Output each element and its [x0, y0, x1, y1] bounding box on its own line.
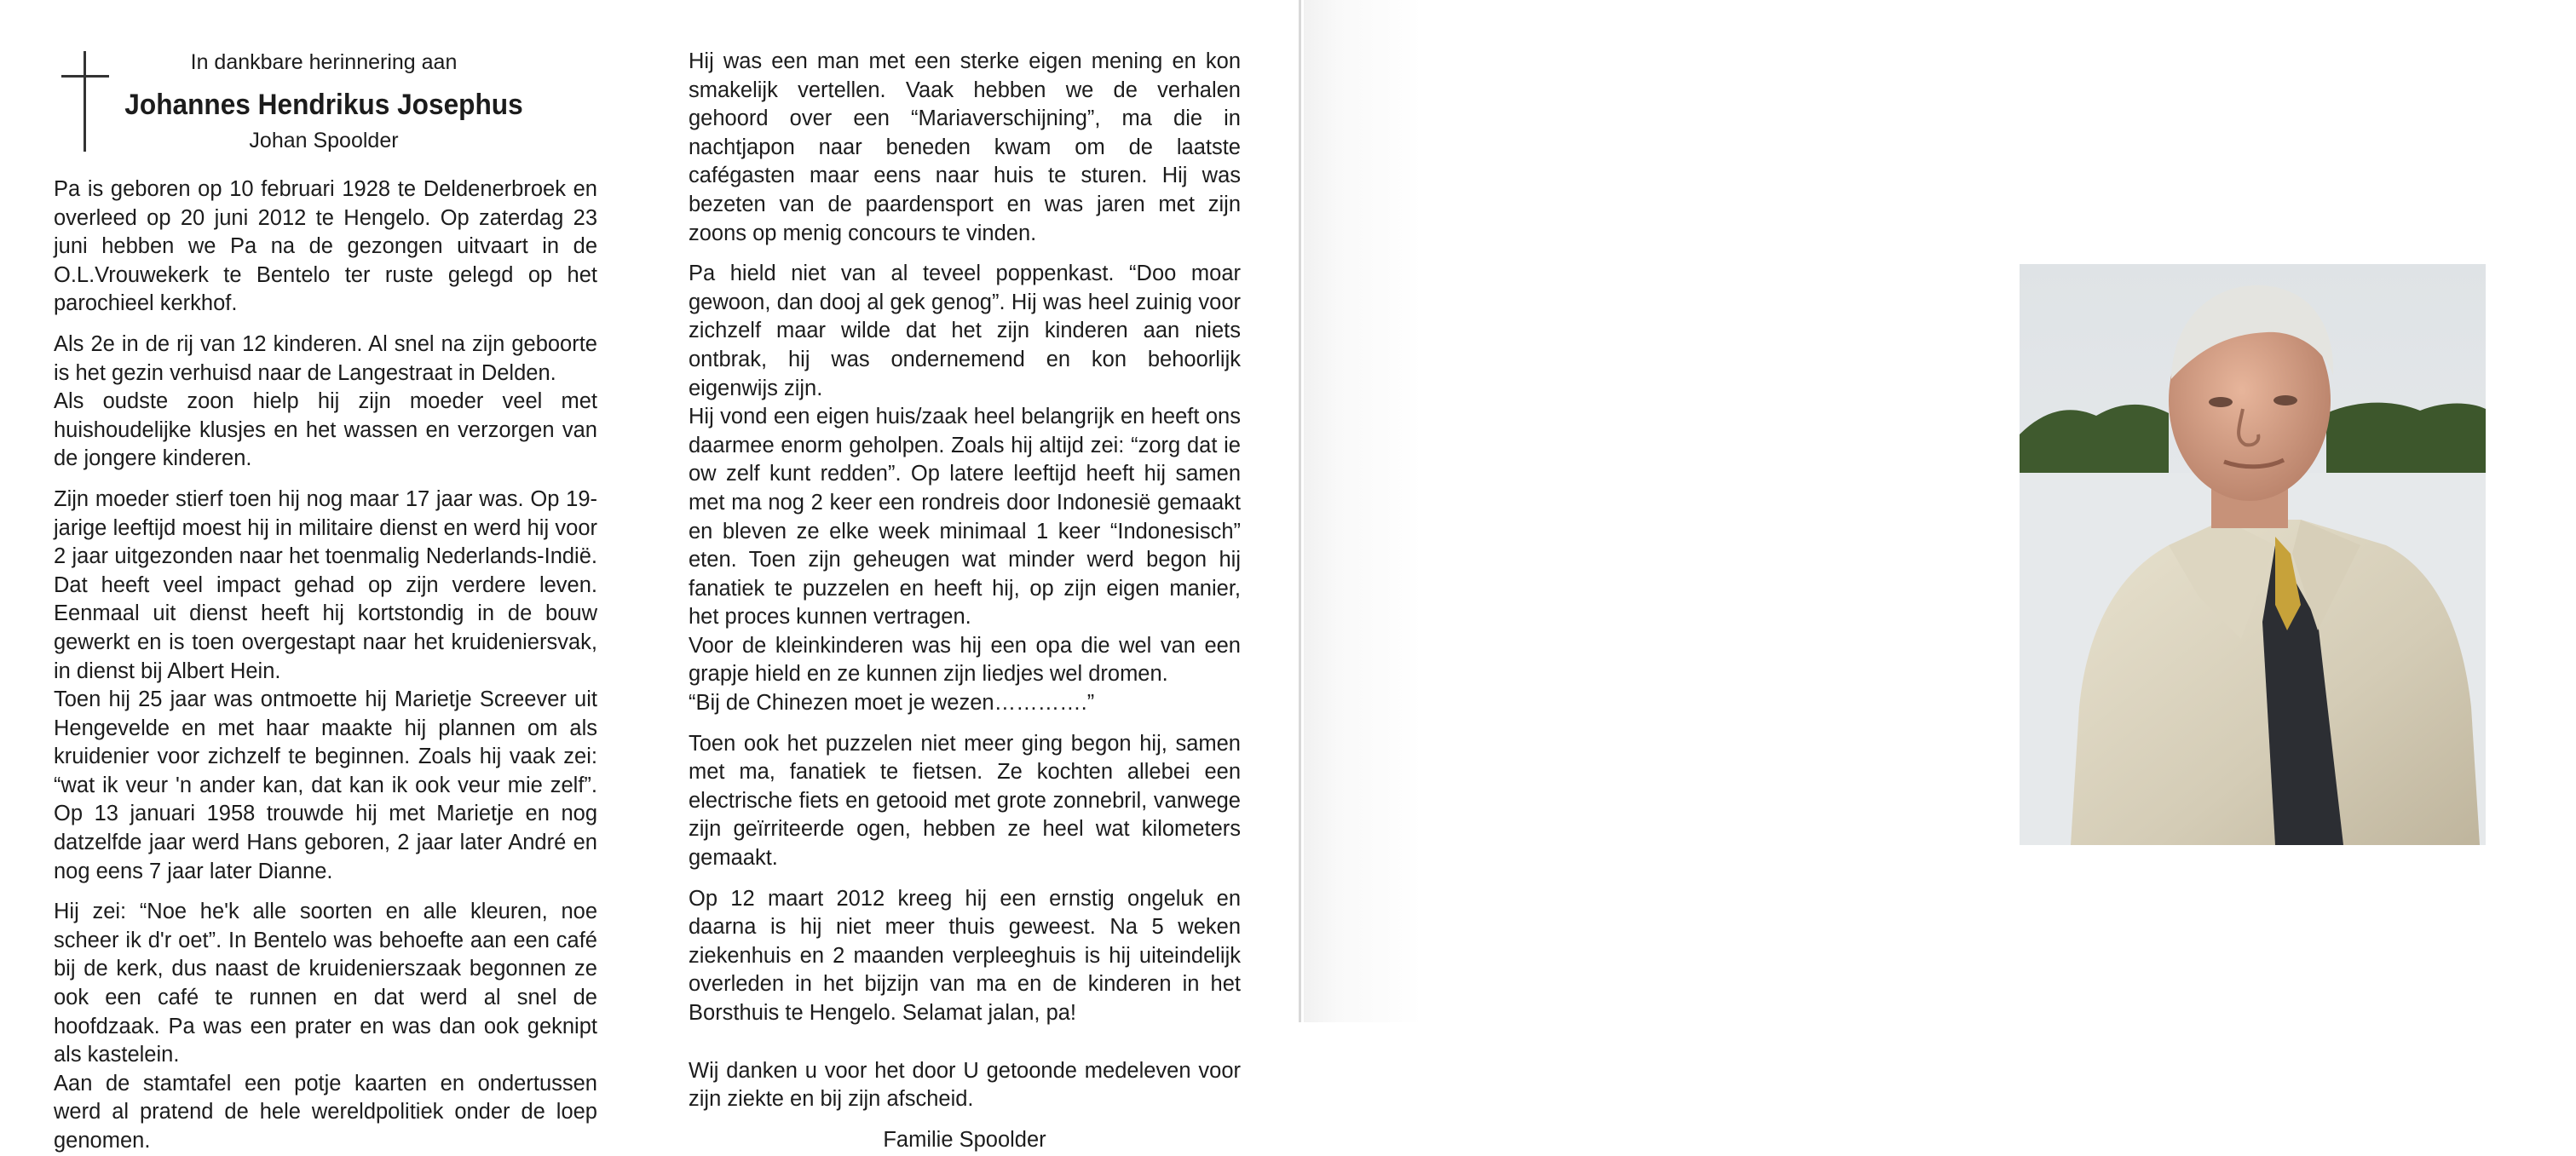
paragraph: Voor de kleinkinderen was hij een opa die wel van een grapje hield en ze kunnen zijn liedjes wel dromen. [689, 633, 1241, 687]
paragraph: Hij vond een eigen huis/zaak heel belangrijk en heeft ons daarmee enorm geholpen. Zoals hij altijd zei: “zorg dat ie ow zelf kunt redden”. Op latere leeftijd heeft hij samen met ma nog 2 keer een rondreis door Indonesië gemaakt en bleven ze elke week minimaal 1 keer “Indonesisch” eten. Toen zijn geheugen wat minder werd begon hij fanatiek te puzzelen en heeft hij, op zijn eigen manier, het proces kunnen vertragen. [689, 405, 1241, 630]
paragraph: Pa hield niet van al teveel poppenkast. “Doo moar gewoon, dan dooj al gek genog”. Hij was heel zuinig voor zichzelf maar wilde dat het zijn kinderen aan niets ontbrak, hij was ondernemend en kon behoorlijk eigenwijs zijn. [689, 262, 1241, 400]
paragraph: Hij was een man met een sterke eigen mening en kon smakelijk vertellen. Vaak hebben we de verhalen gehoord over een “Mariaverschijning”, ma die in nachtjapon naar beneden kwam om de laatste cafégasten maar eens naar huis te sturen. Hij was bezeten van de paardensport en was jaren met zijn zoons op menig concours te vinden. [689, 49, 1241, 245]
deceased-name: Johannes Hendrikus Josephus [124, 89, 523, 121]
paragraph: Hij zei: “Noe he'k alle soorten en alle kleuren, noe scheer ik d'r oet”. In Bentelo was behoefte aan een café bij de kerk, dus naast de kruidenierszaak begonnen ze ook een café te runnen en dat werd al snel de hoofdzaak. Pa was een prater en was dan ook geknipt als kastelein. [54, 900, 597, 1067]
card-header [102, 48, 545, 155]
paragraph: Toen ook het puzzelen niet meer ging begon hij, samen met ma, fanatiek te fietsen. Ze kochten allebei een electrische fiets en getooid met grote zonnebril, vanwege zijn geïrriteerde ogen, hebben ze heel wat kilometers gemaakt. [689, 731, 1241, 871]
thanks-paragraph: Wij danken u voor het door U getoonde medeleven voor zijn ziekte en bij zijn afscheid. [689, 1058, 1241, 1112]
right-text-column [689, 48, 1241, 1154]
paragraph: Zijn moeder stierf toen hij nog maar 17 jaar was. Op 19-jarige leeftijd moest hij in militaire dienst en werd hij voor 2 jaar uitgezonden naar het toenmalig Nederlands-Indië. Dat heeft veel impact gehad op zijn verdere leven. Eenmaal uit dienst heeft hij kortstondig in de bouw gewerkt en is toen overgestapt naar het kruideniersvak, in dienst bij Albert Hein. [54, 486, 597, 683]
paragraph: Pa is geboren op 10 februari 1928 te Deldenerbroek en overleed op 20 juni 2012 te Hengelo. Op zaterdag 23 juni hebben we Pa na de gezongen uitvaart in de O.L.Vrouwekerk te Bentelo ter ruste gelegd op het parochieel kerkhof. [54, 177, 597, 316]
paragraph: Als oudste zoon hielp hij zijn moeder veel met huishoudelijke klusjes en het wassen en verzorgen van de jongere kinderen. [54, 389, 597, 471]
nickname: Johan Spoolder [249, 129, 399, 152]
fold-line [1299, 0, 1301, 1022]
paragraph: Aan de stamtafel een potje kaarten en ondertussen werd al pratend de hele wereldpolitiek onder de loep genomen. [54, 1071, 597, 1153]
paragraph: Als 2e in de rij van 12 kinderen. Al snel na zijn geboorte is het gezin verhuisd naar de Langestraat in Delden. [54, 331, 597, 385]
intro-line: In dankbare herinnering aan [190, 50, 458, 74]
paragraph: Op 12 maart 2012 kreeg hij een ernstig ongeluk en daarna is hij niet meer thuis geweest. Na 5 weken ziekenhuis en 2 maanden verpleeghuis is hij uiteindelijk overleden in het bijzijn van ma en de kinderen in het Borsthuis te Hengelo. Selamat jalan, pa! [689, 886, 1241, 1025]
signature: Familie Spoolder [883, 1127, 1046, 1152]
paragraph: “Bij de Chinezen moet je wezen………….” [689, 691, 1095, 716]
paragraph: Toen hij 25 jaar was ontmoette hij Marietje Screever uit Hengevelde en met haar maakte hij plannen om als kruidenier voor zichzelf te beginnen. Zoals hij vaak zei: “wat ik veur 'n ander kan, dat kan ik ook veur mie zelf”. Op 13 januari 1958 trouwde hij met Marietje en nog datzelfde jaar werd Hans geboren, 2 jaar later André en nog eens 7 jaar later Dianne. [54, 687, 597, 883]
left-text-column [54, 175, 597, 1156]
portrait-photo [2020, 264, 2486, 845]
